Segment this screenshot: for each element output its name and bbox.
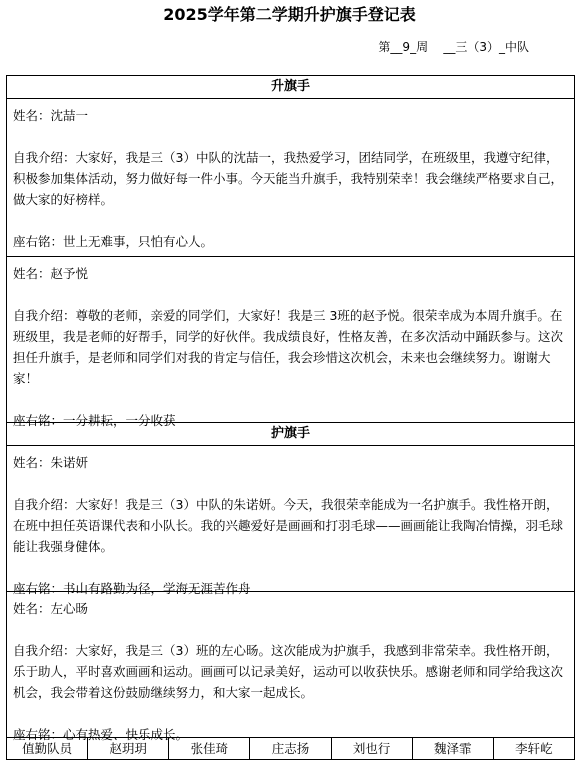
person-intro: 自我介绍：尊敬的老师，亲爱的同学们，大家好！我是三 3班的赵予悦。很荣幸成为本周升旗手。在班级里，我是老师的好帮手，同学的好伙伴。我成绩良好，性格友善，在多次活动中踊跃参与。这次担任升旗手，是老师和同学们对我的肯定与信任，我会珍惜这次机会，未来也会继续努力。谢谢大家！ xyxy=(13,308,564,386)
section-header-flag-raiser: 升旗手 xyxy=(7,76,574,99)
duty-member: 张佳琦 xyxy=(169,738,250,760)
duty-member: 李轩屹 xyxy=(515,741,553,756)
class-name: 三（3） xyxy=(455,40,499,54)
week-suffix: 周 xyxy=(416,40,429,54)
person-name: 姓名：赵予悦 xyxy=(13,266,89,281)
week-number: 9 xyxy=(402,40,411,54)
person-motto: 座右铭：书山有路勤为径，学海无涯苦作舟 xyxy=(13,581,251,596)
section-header-flag-guard: 护旗手 xyxy=(7,423,574,446)
page-title: 2025学年第二学期升护旗手登记表 xyxy=(163,5,416,24)
duty-member: 刘也行 xyxy=(332,738,413,760)
person-motto: 座右铭：一分耕耘，一分收获 xyxy=(13,413,176,428)
person-motto: 座右铭：心有热爱、快乐成长。 xyxy=(13,727,189,742)
person-intro: 自我介绍：大家好，我是三（3）班的左心旸。这次能成为护旗手，我感到非常荣幸。我性格开朗，乐于助人，平时喜欢画画和运动。画画可以记录美好，运动可以收获快乐。感谢老师和同学给我这次机会，我会带着这份鼓励继续努力，和大家一起成长。 xyxy=(13,643,564,700)
person-intro: 自我介绍：大家好！我是三（3）中队的朱诺妍。今天，我很荣幸能成为一名护旗手。我性格开朗，在班中担任英语课代表和小队长。我的兴趣爱好是画画和打羽毛球——画画能让我陶冶情操，羽毛球能让我强身健体。 xyxy=(13,497,564,554)
duty-label: 值勤队员 xyxy=(7,738,88,760)
registration-table xyxy=(6,75,575,760)
duty-member: 魏泽霏 xyxy=(413,738,494,760)
squad-suffix: 中队 xyxy=(504,40,529,54)
person-intro: 自我介绍：大家好，我是三（3）中队的沈喆一，我热爱学习，团结同学，在班级里，我遵守纪律，积极参加集体活动，努力做好每一件小事。今天能当升旗手，我特别荣幸！我会继续严格要求自己，做大家的好榜样。 xyxy=(13,150,564,207)
person-name: 姓名：沈喆一 xyxy=(13,108,89,123)
person-block-1 xyxy=(7,99,574,257)
week-prefix: 第 xyxy=(378,40,391,54)
duty-member: 赵玥玥 xyxy=(88,738,169,760)
week-class-line: 第__9_周 __三（3）_中队 xyxy=(378,40,529,54)
person-motto: 座右铭：世上无难事，只怕有心人。 xyxy=(13,234,214,249)
person-block-2 xyxy=(7,257,574,428)
person-block-4 xyxy=(7,592,574,742)
person-name: 姓名：朱诺妍 xyxy=(13,455,89,470)
person-name: 姓名：左心旸 xyxy=(13,601,89,616)
duty-members-row xyxy=(7,738,574,760)
duty-member: 庄志扬 xyxy=(250,738,331,760)
person-block-3 xyxy=(7,446,574,596)
